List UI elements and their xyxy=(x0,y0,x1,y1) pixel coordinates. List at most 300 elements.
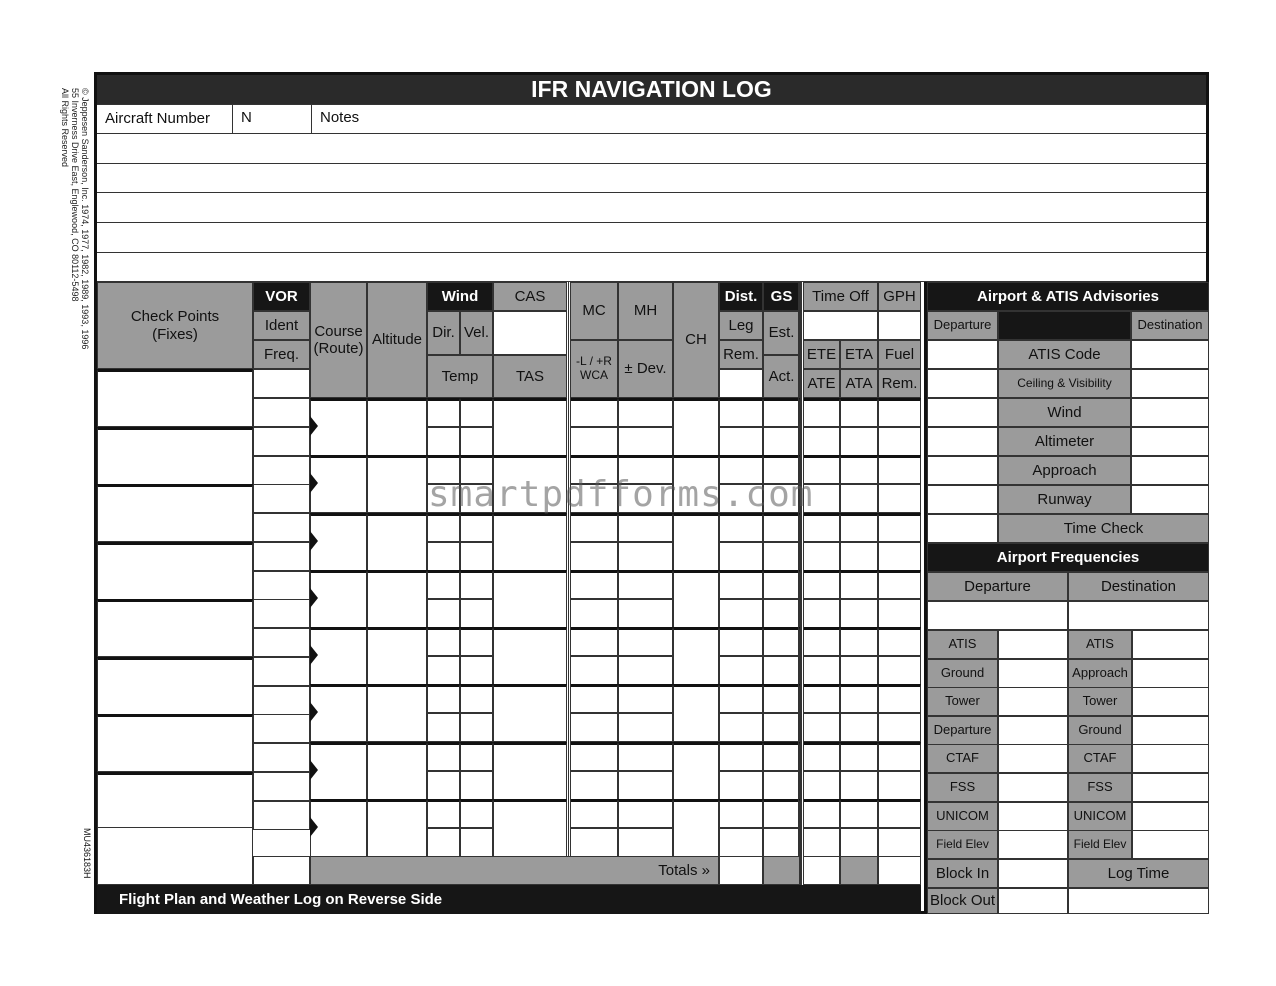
log-cell[interactable] xyxy=(840,627,878,656)
log-cell[interactable] xyxy=(878,398,921,427)
log-cell[interactable] xyxy=(618,570,673,599)
column-divider xyxy=(801,282,804,885)
log-cell[interactable] xyxy=(427,542,460,571)
log-cell[interactable] xyxy=(427,771,460,800)
log-cell[interactable] xyxy=(803,828,840,857)
log-cell[interactable] xyxy=(878,684,921,713)
log-cell[interactable] xyxy=(493,570,567,628)
freq-dest-field[interactable] xyxy=(1132,659,1209,688)
atis-dep-field[interactable] xyxy=(927,398,998,427)
log-cell[interactable] xyxy=(493,513,567,571)
check-points-header xyxy=(97,282,253,369)
totals-gs-cell xyxy=(763,856,800,885)
dist-header: Dist. xyxy=(719,282,763,311)
freq-dep-field[interactable] xyxy=(998,802,1068,831)
check-point-cell[interactable] xyxy=(97,484,253,542)
log-cell[interactable] xyxy=(763,627,800,656)
time-off-header: Time Off xyxy=(803,282,878,311)
log-cell[interactable] xyxy=(840,828,878,857)
log-cell[interactable] xyxy=(719,828,763,857)
log-cell[interactable] xyxy=(719,742,763,771)
log-cell[interactable] xyxy=(460,427,493,456)
log-cell[interactable] xyxy=(878,799,921,828)
log-cell[interactable] xyxy=(570,713,618,742)
log-cell[interactable] xyxy=(878,828,921,857)
atis-dest-field[interactable] xyxy=(1131,369,1209,398)
log-cell[interactable] xyxy=(803,742,840,771)
totals-dist-field[interactable] xyxy=(719,856,763,885)
log-cell[interactable] xyxy=(673,684,719,742)
freq-dest-field[interactable] xyxy=(1132,716,1209,745)
log-cell[interactable] xyxy=(840,427,878,456)
log-cell[interactable] xyxy=(570,828,618,857)
check-points-label: Check Points (Fixes) xyxy=(130,308,220,343)
log-cell[interactable] xyxy=(310,513,367,571)
log-cell[interactable] xyxy=(878,427,921,456)
log-cell[interactable] xyxy=(427,799,460,828)
dist-total-field[interactable] xyxy=(719,369,763,398)
totals-fuel-field[interactable] xyxy=(878,856,921,885)
log-cell[interactable] xyxy=(719,484,763,513)
copyright-line-2: 55 Inverness Drive East, Englewood, CO 80112-5498 xyxy=(70,88,80,302)
log-cell[interactable] xyxy=(367,455,427,513)
atis-center-black xyxy=(998,311,1131,340)
log-cell[interactable] xyxy=(570,398,618,427)
freq-dep-field[interactable] xyxy=(998,630,1068,659)
freq-dest-field[interactable] xyxy=(1132,630,1209,659)
totals-label: Totals » xyxy=(310,856,719,885)
log-cell[interactable] xyxy=(803,771,840,800)
check-point-cell[interactable] xyxy=(97,772,253,830)
log-cell[interactable] xyxy=(460,799,493,828)
freq-dep-field[interactable] xyxy=(998,744,1068,773)
freq-dep-field[interactable] xyxy=(998,687,1068,716)
log-cell[interactable] xyxy=(763,742,800,771)
log-cell[interactable] xyxy=(803,570,840,599)
log-cell[interactable] xyxy=(493,742,567,800)
check-point-final[interactable] xyxy=(97,827,253,885)
log-cell[interactable] xyxy=(570,455,618,484)
freq-dest-field[interactable] xyxy=(1132,773,1209,802)
atis-row-label: ATIS Code xyxy=(998,340,1131,369)
log-cell[interactable] xyxy=(763,599,800,628)
row-arrow-icon xyxy=(310,416,318,436)
log-cell[interactable] xyxy=(570,599,618,628)
cas-field[interactable] xyxy=(493,311,567,355)
ate-header: ATE xyxy=(803,369,840,398)
log-cell[interactable] xyxy=(618,455,673,484)
log-cell[interactable] xyxy=(840,542,878,571)
freq-destination-airport-field[interactable] xyxy=(1068,601,1209,630)
log-cell[interactable] xyxy=(840,656,878,685)
log-cell[interactable] xyxy=(803,427,840,456)
log-cell[interactable] xyxy=(719,656,763,685)
freq-dep-label: Ground xyxy=(927,659,998,688)
log-cell[interactable] xyxy=(840,799,878,828)
log-cell[interactable] xyxy=(570,513,618,542)
row-arrow-icon xyxy=(310,760,318,780)
vor-freq-field[interactable] xyxy=(253,743,310,772)
log-cell[interactable] xyxy=(840,713,878,742)
vor-ident-field[interactable] xyxy=(253,427,310,456)
log-cell[interactable] xyxy=(460,771,493,800)
vor-ident-field[interactable] xyxy=(253,714,310,743)
log-cell[interactable] xyxy=(618,742,673,771)
log-cell[interactable] xyxy=(427,742,460,771)
log-cell[interactable] xyxy=(840,599,878,628)
atis-dep-field[interactable] xyxy=(927,485,998,514)
atis-row-label: Wind xyxy=(998,398,1131,427)
log-cell[interactable] xyxy=(878,627,921,656)
log-cell[interactable] xyxy=(618,713,673,742)
atis-dep-field[interactable] xyxy=(927,340,998,369)
log-cell[interactable] xyxy=(763,771,800,800)
freq-dep-field[interactable] xyxy=(998,716,1068,745)
log-cell[interactable] xyxy=(840,484,878,513)
log-cell[interactable] xyxy=(878,484,921,513)
mc-header: MC xyxy=(570,282,618,340)
log-cell[interactable] xyxy=(618,627,673,656)
atis-row-label: Approach xyxy=(998,456,1131,485)
log-cell[interactable] xyxy=(763,542,800,571)
totals-ete-field[interactable] xyxy=(803,856,840,885)
log-cell[interactable] xyxy=(763,484,800,513)
check-point-cell[interactable] xyxy=(97,657,253,715)
vor-ident-field[interactable] xyxy=(253,772,310,801)
log-cell[interactable] xyxy=(803,713,840,742)
freq-dest-label: Approach xyxy=(1068,659,1132,688)
log-cell[interactable] xyxy=(310,570,367,628)
fuel-header: Fuel xyxy=(878,340,921,369)
log-cell[interactable] xyxy=(763,656,800,685)
log-cell[interactable] xyxy=(570,484,618,513)
log-cell[interactable] xyxy=(763,455,800,484)
log-cell[interactable] xyxy=(570,427,618,456)
log-cell[interactable] xyxy=(840,570,878,599)
log-cell[interactable] xyxy=(427,627,460,656)
check-point-cell[interactable] xyxy=(97,369,253,427)
log-cell[interactable] xyxy=(618,542,673,571)
atis-dep-field[interactable] xyxy=(927,427,998,456)
log-cell[interactable] xyxy=(427,398,460,427)
atis-dep-field[interactable] xyxy=(927,456,998,485)
freq-dest-label: Ground xyxy=(1068,716,1132,745)
log-cell[interactable] xyxy=(878,713,921,742)
log-cell[interactable] xyxy=(618,799,673,828)
check-point-cell[interactable] xyxy=(97,599,253,657)
frequencies-title: Airport Frequencies xyxy=(927,543,1209,572)
log-cell[interactable] xyxy=(673,455,719,513)
log-cell[interactable] xyxy=(840,455,878,484)
cas-header: CAS xyxy=(493,282,567,311)
ata-header: ATA xyxy=(840,369,878,398)
log-cell[interactable] xyxy=(460,713,493,742)
log-cell[interactable] xyxy=(878,513,921,542)
totals-eta-cell xyxy=(840,856,878,885)
vor-freq-field[interactable] xyxy=(253,801,310,830)
wind-vel-header: Vel. xyxy=(460,311,493,355)
log-cell[interactable] xyxy=(310,684,367,742)
log-cell[interactable] xyxy=(427,455,460,484)
log-cell[interactable] xyxy=(310,799,367,857)
log-cell[interactable] xyxy=(460,599,493,628)
aircraft-number-field[interactable] xyxy=(232,104,312,134)
vor-ident-field[interactable] xyxy=(253,484,310,513)
log-cell[interactable] xyxy=(878,742,921,771)
log-cell[interactable] xyxy=(570,742,618,771)
atis-dest-field[interactable] xyxy=(1131,427,1209,456)
log-cell[interactable] xyxy=(878,455,921,484)
log-cell[interactable] xyxy=(618,771,673,800)
notes-lines[interactable] xyxy=(97,134,1206,282)
log-cell[interactable] xyxy=(803,656,840,685)
freq-dep-field[interactable] xyxy=(998,773,1068,802)
log-cell[interactable] xyxy=(570,799,618,828)
log-cell[interactable] xyxy=(427,570,460,599)
aircraft-prefix: N xyxy=(241,109,252,126)
log-cell[interactable] xyxy=(493,455,567,513)
atis-dest-field[interactable] xyxy=(1131,485,1209,514)
log-cell[interactable] xyxy=(719,713,763,742)
log-cell[interactable] xyxy=(367,570,427,628)
log-cell[interactable] xyxy=(719,599,763,628)
vor-ident-field[interactable] xyxy=(253,542,310,571)
atis-dest-field[interactable] xyxy=(1131,340,1209,369)
freq-dest-field[interactable] xyxy=(1132,744,1209,773)
log-cell[interactable] xyxy=(570,542,618,571)
wca-header xyxy=(570,340,618,398)
dist-rem-header: Rem. xyxy=(719,340,763,369)
notes-field[interactable] xyxy=(311,104,1206,134)
log-cell[interactable] xyxy=(460,513,493,542)
check-point-cell[interactable] xyxy=(97,427,253,485)
log-cell[interactable] xyxy=(427,713,460,742)
log-cell[interactable] xyxy=(763,513,800,542)
vor-ident-field[interactable] xyxy=(253,657,310,686)
log-cell[interactable] xyxy=(460,742,493,771)
log-cell[interactable] xyxy=(673,742,719,800)
log-cell[interactable] xyxy=(570,570,618,599)
log-cell[interactable] xyxy=(719,542,763,571)
vor-freq-field[interactable] xyxy=(253,686,310,715)
log-cell[interactable] xyxy=(460,627,493,656)
right-panel xyxy=(924,282,1206,914)
log-cell[interactable] xyxy=(803,799,840,828)
log-cell[interactable] xyxy=(367,627,427,685)
vor-freq-field[interactable] xyxy=(253,398,310,427)
vor-freq-field[interactable] xyxy=(253,628,310,657)
log-cell[interactable] xyxy=(618,599,673,628)
dev-header: ± Dev. xyxy=(618,340,673,398)
log-cell[interactable] xyxy=(427,427,460,456)
log-cell[interactable] xyxy=(618,828,673,857)
freq-dep-label: ATIS xyxy=(927,630,998,659)
log-cell[interactable] xyxy=(618,427,673,456)
time-off-field[interactable] xyxy=(803,311,878,340)
log-cell[interactable] xyxy=(460,684,493,713)
log-cell[interactable] xyxy=(878,599,921,628)
block-out-field[interactable] xyxy=(998,888,1068,914)
atis-destination-header: Destination xyxy=(1131,311,1209,340)
atis-dep-field[interactable] xyxy=(927,369,998,398)
freq-dep-label: CTAF xyxy=(927,744,998,773)
check-point-cell[interactable] xyxy=(97,542,253,600)
log-cell[interactable] xyxy=(719,398,763,427)
log-cell[interactable] xyxy=(719,627,763,656)
log-cell[interactable] xyxy=(460,455,493,484)
form-title: IFR NAVIGATION LOG xyxy=(97,75,1206,104)
column-divider xyxy=(568,282,571,885)
log-cell[interactable] xyxy=(460,570,493,599)
notes-label: Notes xyxy=(320,109,360,126)
block-out-label: Block Out xyxy=(927,888,998,914)
log-cell[interactable] xyxy=(803,398,840,427)
log-cell[interactable] xyxy=(493,627,567,685)
log-cell[interactable] xyxy=(427,599,460,628)
vor-ident-field[interactable] xyxy=(253,369,310,398)
log-cell[interactable] xyxy=(618,398,673,427)
log-cell[interactable] xyxy=(803,627,840,656)
log-cell[interactable] xyxy=(719,427,763,456)
freq-dest-field[interactable] xyxy=(1132,687,1209,716)
freq-dest-field[interactable] xyxy=(1132,830,1209,859)
log-cell[interactable] xyxy=(803,684,840,713)
log-cell[interactable] xyxy=(570,771,618,800)
block-in-label: Block In xyxy=(927,859,998,888)
log-cell[interactable] xyxy=(840,684,878,713)
log-cell[interactable] xyxy=(460,484,493,513)
log-cell[interactable] xyxy=(763,427,800,456)
log-cell[interactable] xyxy=(673,799,719,857)
log-cell[interactable] xyxy=(310,627,367,685)
freq-departure-airport-field[interactable] xyxy=(927,601,1068,630)
log-cell[interactable] xyxy=(803,484,840,513)
log-cell[interactable] xyxy=(570,627,618,656)
course-label: Course (Route) xyxy=(313,322,364,357)
log-cell[interactable] xyxy=(878,542,921,571)
gph-field[interactable] xyxy=(878,311,921,340)
log-cell[interactable] xyxy=(763,713,800,742)
copyright-line-1: © Jeppesen Sanderson, Inc. 1974, 1977, 1982, 1989, 1993, 1996 xyxy=(80,88,90,350)
log-cell[interactable] xyxy=(460,828,493,857)
log-cell[interactable] xyxy=(803,599,840,628)
log-cell[interactable] xyxy=(763,570,800,599)
log-cell[interactable] xyxy=(763,398,800,427)
eta-header: ETA xyxy=(840,340,878,369)
log-cell[interactable] xyxy=(803,542,840,571)
log-cell[interactable] xyxy=(427,684,460,713)
log-cell[interactable] xyxy=(618,684,673,713)
log-cell[interactable] xyxy=(367,398,427,456)
log-time-field[interactable] xyxy=(1068,888,1209,914)
row-arrow-icon xyxy=(310,588,318,608)
ident-header: Ident xyxy=(253,311,310,340)
log-cell[interactable] xyxy=(840,513,878,542)
log-cell[interactable] xyxy=(719,684,763,713)
log-cell[interactable] xyxy=(803,455,840,484)
log-cell[interactable] xyxy=(570,656,618,685)
log-cell[interactable] xyxy=(803,513,840,542)
log-cell[interactable] xyxy=(460,542,493,571)
freq-dest-label: Field Elev xyxy=(1068,830,1132,859)
log-cell[interactable] xyxy=(460,398,493,427)
row-arrow-icon xyxy=(310,817,318,837)
log-cell[interactable] xyxy=(673,627,719,685)
log-cell[interactable] xyxy=(878,771,921,800)
log-cell[interactable] xyxy=(493,398,567,456)
log-cell[interactable] xyxy=(763,684,800,713)
log-cell[interactable] xyxy=(367,513,427,571)
log-time-label: Log Time xyxy=(1068,859,1209,888)
log-cell[interactable] xyxy=(427,484,460,513)
log-cell[interactable] xyxy=(878,656,921,685)
log-cell[interactable] xyxy=(840,771,878,800)
log-cell[interactable] xyxy=(570,684,618,713)
freq-dep-field[interactable] xyxy=(998,659,1068,688)
log-cell[interactable] xyxy=(618,656,673,685)
atis-dest-field[interactable] xyxy=(1131,398,1209,427)
atis-dest-field[interactable] xyxy=(1131,456,1209,485)
vor-freq-field[interactable] xyxy=(253,513,310,542)
log-cell[interactable] xyxy=(763,828,800,857)
log-cell[interactable] xyxy=(719,513,763,542)
log-cell[interactable] xyxy=(618,484,673,513)
log-cell[interactable] xyxy=(673,398,719,456)
log-cell[interactable] xyxy=(719,570,763,599)
log-cell[interactable] xyxy=(493,684,567,742)
freq-dep-label: FSS xyxy=(927,773,998,802)
log-cell[interactable] xyxy=(840,398,878,427)
log-cell[interactable] xyxy=(310,398,367,456)
log-cell[interactable] xyxy=(310,742,367,800)
freq-dest-label: ATIS xyxy=(1068,630,1132,659)
log-cell[interactable] xyxy=(427,828,460,857)
atis-departure-header: Departure xyxy=(927,311,998,340)
log-cell[interactable] xyxy=(719,771,763,800)
ch-header: CH xyxy=(673,282,719,398)
log-cell[interactable] xyxy=(427,656,460,685)
log-cell[interactable] xyxy=(427,513,460,542)
log-cell[interactable] xyxy=(367,799,427,857)
freq-dest-field[interactable] xyxy=(1132,802,1209,831)
row-arrow-icon xyxy=(310,645,318,665)
vor-freq-field[interactable] xyxy=(253,571,310,600)
block-in-field[interactable] xyxy=(998,859,1068,888)
log-cell[interactable] xyxy=(878,570,921,599)
log-cell[interactable] xyxy=(493,799,567,857)
log-cell[interactable] xyxy=(719,799,763,828)
vor-ident-field[interactable] xyxy=(253,599,310,628)
freq-destination-header: Destination xyxy=(1068,572,1209,601)
check-point-cell[interactable] xyxy=(97,714,253,772)
log-cell[interactable] xyxy=(840,742,878,771)
vor-final-field[interactable] xyxy=(253,856,310,885)
log-cell[interactable] xyxy=(763,799,800,828)
log-cell[interactable] xyxy=(367,742,427,800)
reverse-side-note: Flight Plan and Weather Log on Reverse Side xyxy=(97,885,921,914)
time-check-dep-field[interactable] xyxy=(927,514,998,543)
log-cell[interactable] xyxy=(618,513,673,542)
log-cell[interactable] xyxy=(460,656,493,685)
log-cell[interactable] xyxy=(673,513,719,571)
log-cell[interactable] xyxy=(719,455,763,484)
log-cell[interactable] xyxy=(673,570,719,628)
log-cell[interactable] xyxy=(367,684,427,742)
fuel-rem-header: Rem. xyxy=(878,369,921,398)
freq-dep-field[interactable] xyxy=(998,830,1068,859)
log-cell[interactable] xyxy=(310,455,367,513)
vor-freq-field[interactable] xyxy=(253,456,310,485)
